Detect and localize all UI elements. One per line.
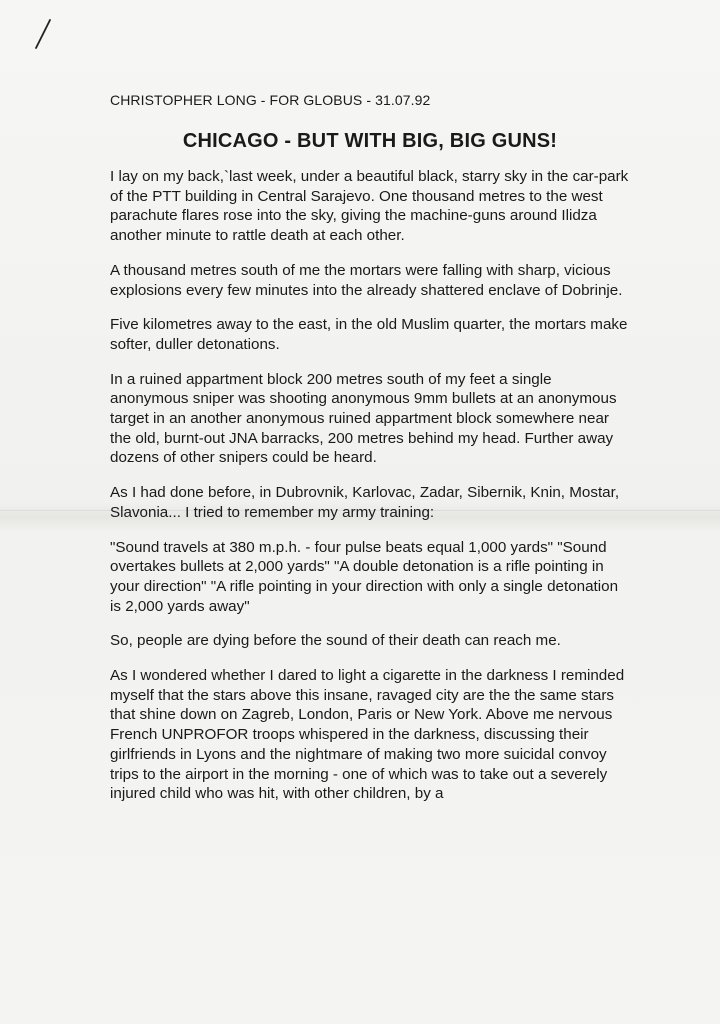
paragraph: I lay on my back,`last week, under a beautiful black, starry sky in the car-park of the PTT building in Central Sarajevo. One thousand metres to the west parachute flares rose into the sky, giving the machine-guns around Ilidza another minute to rattle death at each other. — [110, 168, 629, 245]
paragraph: As I had done before, in Dubrovnik, Karlovac, Zadar, Sibernik, Knin, Mostar, Slavonia... I tried to remember my army training: — [110, 484, 620, 521]
headline: CHICAGO - BUT WITH BIG, BIG GUNS! — [182, 130, 558, 152]
byline: CHRISTOPHER LONG - FOR GLOBUS - 31.07.92 — [110, 92, 431, 108]
paragraph: As I wondered whether I dared to light a cigarette in the darkness I reminded myself that the stars above this insane, ravaged city are the the same stars that shine down on Zagreb, London, Paris or New York. Above me nervous French UNPROFOR troops whispered in the darkness, discussing their girlfriends in Lyons and the nightmare of making two more suicidal convoy trips to the airport in the morning - one of which was to take out a severely injured child who was hit, with other children, by a — [110, 667, 625, 803]
paragraph: So, people are dying before the sound of their death can reach me. — [110, 632, 561, 650]
article — [110, 92, 630, 804]
paragraph: In a ruined appartment block 200 metres south of my feet a single anonymous sniper was shooting anonymous 9mm bullets at an anonymous target in an another anonymous ruined appartment block somewhere near the old, burnt-out JNA barracks, 200 metres behind my head. Further away dozens of other snipers could be heard. — [110, 370, 617, 467]
paragraph: "Sound travels at 380 m.p.h. - four pulse beats equal 1,000 yards" "Sound overtakes bullets at 2,000 yards" "A double detonation is a rifle pointing in your direction" "A rifle pointing in your direction with only a single detonation is 2,000 yards away" — [110, 538, 619, 615]
paragraph: A thousand metres south of me the mortars were falling with sharp, vicious explosions every few minutes into the already shattered enclave of Dobrinje. — [110, 261, 623, 299]
paragraph: Five kilometres away to the east, in the old Muslim quarter, the mortars make softer, duller detonations. — [110, 316, 628, 353]
pen-stroke-mark-icon — [30, 18, 60, 52]
